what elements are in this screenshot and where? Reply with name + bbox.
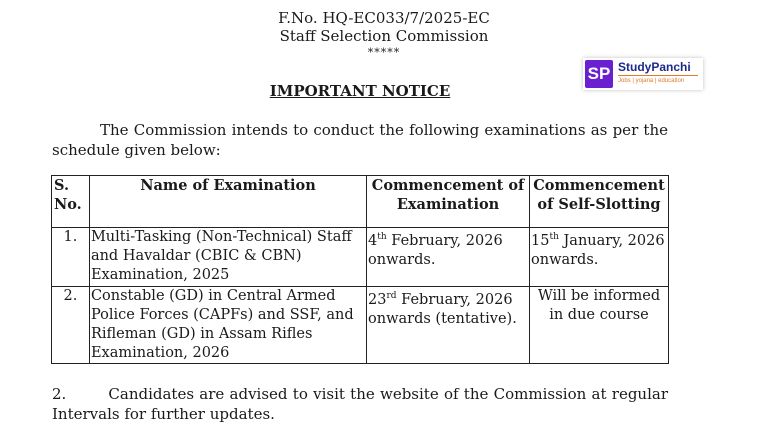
row-exam-date-line2: onwards.: [368, 251, 436, 268]
intro-line-1: The Commission intends to conduct the following examinations as per the: [100, 121, 668, 139]
row-exam-name-line: Multi-Tasking (Non-Technical) Staff: [90, 229, 352, 245]
header-commencement-exam-line1: Commencement of: [371, 177, 525, 194]
row-exam-date: [367, 228, 530, 287]
date-ordinal: th: [549, 232, 559, 242]
header-commencement-slotting-line2: of Self-Slotting: [537, 196, 661, 213]
row-exam-name-line: Rifleman (GD) in Assam Rifles: [90, 326, 313, 342]
row-slot-date: [530, 228, 669, 287]
header-exam-name: [89, 176, 366, 228]
row-exam-name-line: Police Forces (CAPFs) and SSF, and: [90, 307, 354, 323]
date-rest: February, 2026: [396, 291, 513, 308]
separator-stars: *****: [367, 46, 401, 59]
table-row: [52, 228, 669, 287]
file-number: F.No. HQ-EC033/7/2025-EC: [278, 9, 490, 27]
header-exam-name-text: Name of Examination: [140, 177, 316, 194]
row-exam-date-line2: onwards (tentative).: [368, 310, 517, 327]
table-row: [52, 287, 669, 364]
advisory-line-2: Intervals for further updates.: [52, 405, 275, 423]
date-ordinal: th: [377, 232, 387, 242]
row-slot-date: [530, 287, 669, 364]
row-exam-name-line: Examination, 2026: [90, 345, 230, 361]
row-exam-name: [89, 228, 366, 287]
row-exam-name: [89, 287, 366, 364]
row-exam-name-line: Constable (GD) in Central Armed: [90, 288, 336, 304]
row-slot-date-line1: Will be informed: [537, 288, 661, 304]
date-rest: January, 2026: [558, 232, 665, 249]
row-exam-name-line: and Havaldar (CBIC & CBN): [90, 248, 302, 264]
logo-mark: SP: [585, 60, 613, 88]
row-slot-date-line2: onwards.: [531, 251, 599, 268]
table-header-row: [52, 176, 669, 228]
row-sno: [52, 287, 90, 364]
date-ordinal: rd: [386, 291, 397, 301]
studypanchi-logo: [583, 58, 703, 90]
organization-name: Staff Selection Commission: [279, 27, 489, 45]
row-exam-date-line1: [368, 228, 528, 251]
advisory-line-1: 2. Candidates are advised to visit the website of the Commission at regular: [52, 385, 668, 403]
notice-title: IMPORTANT NOTICE: [269, 82, 451, 100]
row-exam-name-line: Examination, 2025: [90, 267, 230, 283]
row-exam-date: [367, 287, 530, 364]
header-commencement-exam-line2: Examination: [396, 196, 500, 213]
header-commencement-slotting-line1: Commencement: [533, 177, 665, 194]
date-day: 15: [531, 232, 550, 249]
intro-line-2: schedule given below:: [52, 141, 221, 159]
date-day: 23: [368, 291, 387, 308]
row-sno-text: 1.: [63, 229, 78, 245]
row-exam-date-line1: [368, 287, 528, 310]
header-sno: [52, 176, 90, 228]
row-sno-text: 2.: [63, 288, 78, 304]
logo-name: StudyPanchi: [618, 60, 691, 74]
row-sno: [52, 228, 90, 287]
header-commencement-exam: [367, 176, 530, 228]
row-slot-date-line1: [531, 228, 667, 251]
logo-divider: [618, 75, 698, 76]
date-rest: February, 2026: [386, 232, 503, 249]
date-day: 4: [368, 232, 378, 249]
schedule-table: [51, 175, 669, 364]
row-slot-date-line2: in due course: [549, 307, 649, 323]
header-commencement-slotting: [530, 176, 669, 228]
header-sno-line1: S.: [54, 177, 70, 194]
header-sno-line2: No.: [54, 196, 82, 213]
logo-tagline: Jobs | yojana | education: [618, 78, 685, 84]
